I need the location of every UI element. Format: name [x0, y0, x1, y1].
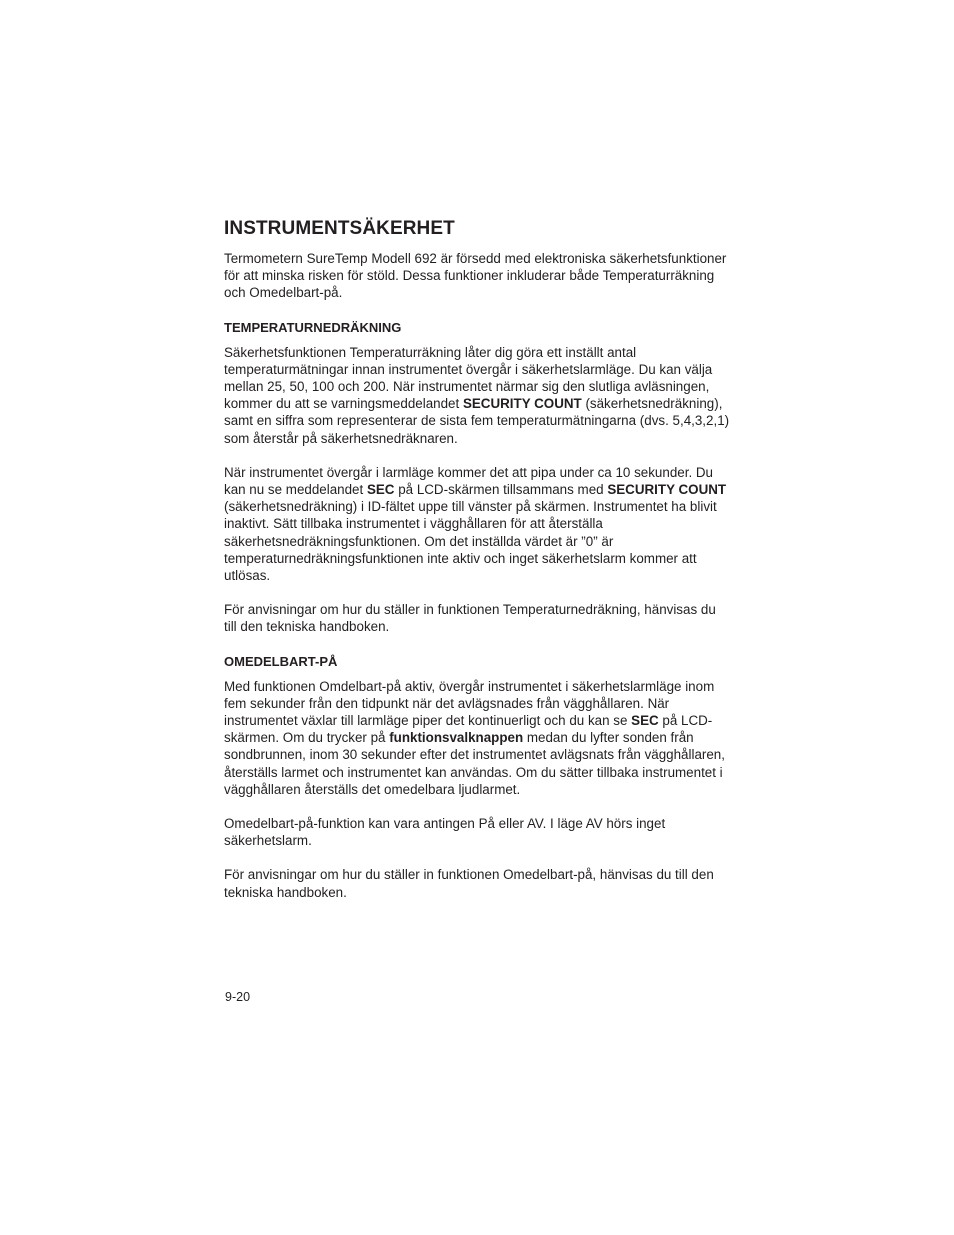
omedelbart-pa-paragraph-2: Omedelbart-på-funktion kan vara antingen På eller AV. I läge AV hörs inget säkerhetslarm.: [224, 816, 666, 849]
temperaturnedrakning-paragraph-3: För anvisningar om hur du ställer in funktionen Temperaturnedräkning, hänvisas du till den tekniska handboken.: [224, 602, 716, 635]
bold-term-funktionsvalknappen: funktionsvalknappen: [389, 730, 524, 746]
page-number: 9-20: [225, 990, 251, 1004]
bold-term-security-count: SECURITY COUNT: [462, 396, 582, 412]
section-heading-omedelbart-pa: OMEDELBART-PÅ: [224, 653, 338, 669]
temperaturnedrakning-paragraph-1: [224, 344, 730, 447]
bold-term-sec: SEC: [631, 713, 659, 729]
text-run: (säkerhetsnedräkning), samt en siffra som representerar de sista fem temperaturmätningarna (dvs. 5,4,3,2,1) som återstår på säkerhetsnedräknaren.: [224, 396, 730, 446]
bold-term-sec: SEC: [366, 482, 395, 498]
text-run: (säkerhetsnedräkning) i ID-fältet uppe till vänster på skärmen. Instrumentet ha blivit inaktivt. Sätt tillbaka instrumentet i vägghållaren för att återställa säkerhetsnedräkningsfunktionen. Om det inställda värdet är ”0” är temperaturnedräkningsfunktionen inte aktiv och inget säkerhetslarm kommer att utlösas.: [224, 499, 717, 584]
text-run: på LCD-skärmen tillsammans med: [394, 482, 608, 498]
text-run: Med funktionen Omdelbart-på aktiv, övergår instrumentet i säkerhetslarmläge inom fem sekunder från den tidpunkt när det avlägsnades från vägghållaren. När instrumentet växlar till larmläge piper det kontinuerligt och du kan se: [224, 678, 715, 729]
text-run: på LCD-skärmen. Om du trycker på: [224, 713, 713, 746]
text-run: Säkerhetsfunktionen Temperaturräkning låter dig göra ett inställt antal temperaturmätningar innan instrumentet övergår i säkerhetslarmläge. Du kan välja mellan 25, 50, 100 och 200. När instrumentet närmar sig den slutliga avläsningen, kommer du att se varningsmeddelandet: [224, 344, 713, 412]
page-content: [224, 216, 730, 901]
omedelbart-pa-paragraph-3: För anvisningar om hur du ställer in funktionen Omedelbart-på, hänvisas du till den tekniska handboken.: [224, 867, 714, 900]
text-run: När instrumentet övergår i larmläge kommer det att pipa under ca 10 sekunder. Du kan nu se meddelandet: [224, 464, 713, 498]
intro-paragraph: Termometern SureTemp Modell 692 är försedd med elektroniska säkerhetsfunktioner för att minska risken för stöld. Dessa funktioner inkluderar både Temperaturräkning och Omedelbart-på.: [224, 251, 727, 301]
bold-term-security-count: SECURITY COUNT: [607, 482, 727, 498]
omedelbart-pa-paragraph-1: [224, 678, 730, 798]
text-run: medan du lyfter sonden från sondbrunnen, inom 30 sekunder efter det instrumentet avlägsnats från vägghållaren, återställs larmet och instrumentet kan användas. Om du sätter tillbaka instrumentet i vägghållaren återställs det omedelbara ljudlarmet.: [224, 730, 725, 797]
page-title: INSTRUMENTSÄKERHET: [224, 218, 455, 239]
temperaturnedrakning-paragraph-2: [224, 464, 730, 584]
section-heading-temperaturnedrakning: TEMPERATURNEDRÄKNING: [224, 319, 402, 335]
